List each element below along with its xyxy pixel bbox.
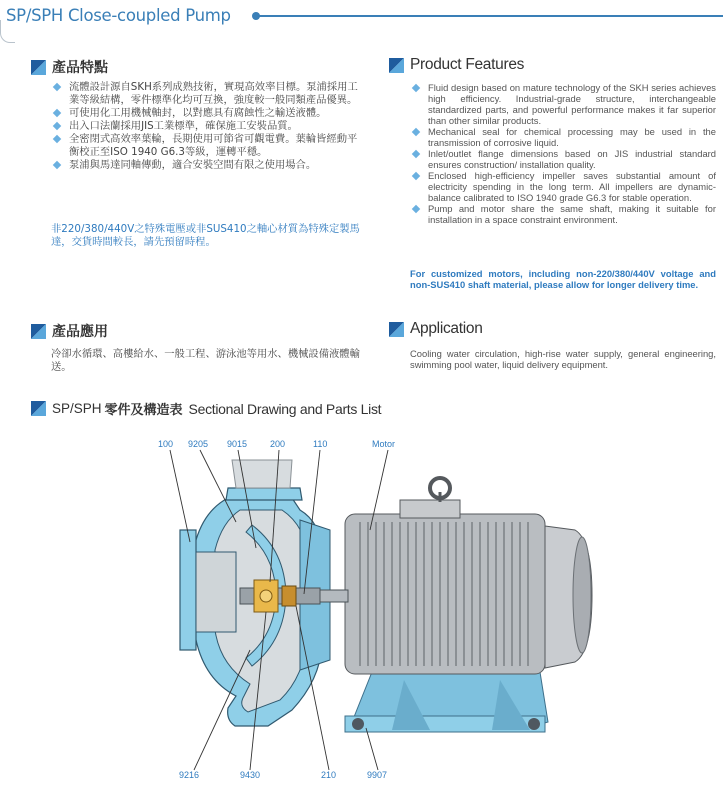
- list-item: [51, 133, 361, 159]
- features-zh-heading-text: 產品特點: [52, 60, 108, 76]
- features-zh-note: 非220/380/440V之特殊電壓或非SUS410之軸心材質為特殊定製馬達，交貨時間較長，請先預留時程。: [51, 223, 360, 248]
- diamond-bullet-icon: [53, 109, 61, 117]
- application-en-text: Cooling water circulation, high-rise water supply, general engineering, swimming pool water, liquid delivery equipment.: [410, 348, 716, 370]
- diamond-bullet-icon: [53, 161, 61, 169]
- list-item: [51, 120, 361, 133]
- features-en-note: For customized motors, including non-220/380/440V voltage and non-SUS410 shaft material, please allow for longer delivery time.: [410, 268, 716, 290]
- feature-text: 全密閉式高效率葉輪，長期使用可節省可觀電費。葉輪皆經動平衡校正至ISO 1940 G6.3等級，運轉平穩。: [69, 133, 358, 158]
- pump-casing: [180, 460, 348, 726]
- application-en-heading-text: Application: [410, 320, 483, 337]
- application-zh-text: 冷卻水循環、高樓給水、一般工程、游泳池等用水、機械設備液體輸送。: [51, 348, 360, 373]
- part-label-110: 110: [313, 439, 328, 449]
- part-label-9216: 9216: [179, 770, 200, 780]
- features-zh-heading: [31, 57, 108, 77]
- application-zh-heading-text: 產品應用: [52, 324, 108, 340]
- section-marker-icon: [389, 58, 404, 73]
- part-label-motor: Motor: [372, 439, 396, 449]
- list-item: [410, 82, 716, 126]
- diamond-bullet-icon: [412, 150, 420, 158]
- list-item: [410, 170, 716, 203]
- sectional-drawing: [0, 430, 723, 797]
- header-corner-decoration: [0, 20, 15, 43]
- diamond-bullet-icon: [412, 128, 420, 136]
- motor-base: [345, 672, 548, 732]
- features-en-heading-text: Product Features: [410, 56, 525, 73]
- diamond-bullet-icon: [412, 172, 420, 180]
- feature-text: Mechanical seal for chemical processing may be used in the transmission of corrosive liquid.: [428, 126, 716, 148]
- motor-body: [345, 478, 592, 674]
- section-marker-icon: [31, 60, 46, 75]
- feature-text: 出入口法蘭採用JIS工業標準，確保施工安裝品質。: [69, 120, 298, 132]
- list-item: [51, 107, 361, 120]
- drawing-heading-en: Sectional Drawing and Parts List: [188, 400, 382, 417]
- feature-text: Inlet/outlet flange dimensions based on JIS industrial standard ensures construction/ installation quality.: [428, 148, 716, 170]
- features-en-heading: [389, 56, 524, 74]
- diamond-bullet-icon: [53, 83, 61, 91]
- list-item: [410, 148, 716, 170]
- feature-text: 流體設計源自SKH系列成熟技術，實現高效率目標。泵浦採用工業等級結構，零件標準化均可互換，強度較一般同類產品優異。: [69, 81, 358, 106]
- drawing-heading: [31, 399, 381, 418]
- feature-text: Pump and motor share the same shaft, making it suitable for installation in a space constraint environment.: [428, 203, 716, 225]
- list-item: [410, 203, 716, 225]
- feature-text: Fluid design based on mature technology of the SKH series achieves high efficiency. Industrial-grade structure, interchangeable standardized parts, and powerful performance makes it far superior than other similar products.: [428, 82, 716, 126]
- part-label-200: 200: [270, 439, 286, 449]
- diamond-bullet-icon: [53, 122, 61, 130]
- part-label-100: 100: [158, 439, 174, 449]
- diamond-bullet-icon: [53, 135, 61, 143]
- list-item: [51, 159, 361, 172]
- list-item: [51, 81, 361, 107]
- section-marker-icon: [389, 322, 404, 337]
- part-label-210: 210: [321, 770, 337, 780]
- section-marker-icon: [31, 401, 46, 416]
- feature-text: 泵浦與馬達同軸傳動，適合安裝空間有限之使用場合。: [69, 159, 317, 171]
- drawing-heading-zh: 零件及構造表: [104, 403, 183, 418]
- drawing-heading-model: SP/SPH: [52, 401, 102, 416]
- header-rule: [256, 15, 723, 17]
- part-label-9907: 9907: [367, 770, 388, 780]
- feature-text: 可使用化工用機械軸封，以對應具有腐蝕性之輸送液體。: [69, 107, 327, 119]
- features-en-list: [410, 82, 716, 225]
- page-title: SP/SPH Close-coupled Pump: [6, 6, 231, 25]
- part-label-9205: 9205: [188, 439, 209, 449]
- diamond-bullet-icon: [412, 205, 420, 213]
- part-label-9015: 9015: [227, 439, 248, 449]
- part-label-9430: 9430: [240, 770, 261, 780]
- features-zh-list: [51, 81, 361, 172]
- diamond-bullet-icon: [412, 84, 420, 92]
- feature-text: Enclosed high-efficiency impeller saves substantial amount of electricity spending in the long term. All impellers are dynamic-balance calibrated to ISO 1940 grade G6.3 for stable operation.: [428, 170, 716, 203]
- section-marker-icon: [31, 324, 46, 339]
- application-zh-heading: [31, 321, 108, 341]
- application-en-heading: [389, 320, 483, 338]
- list-item: [410, 126, 716, 148]
